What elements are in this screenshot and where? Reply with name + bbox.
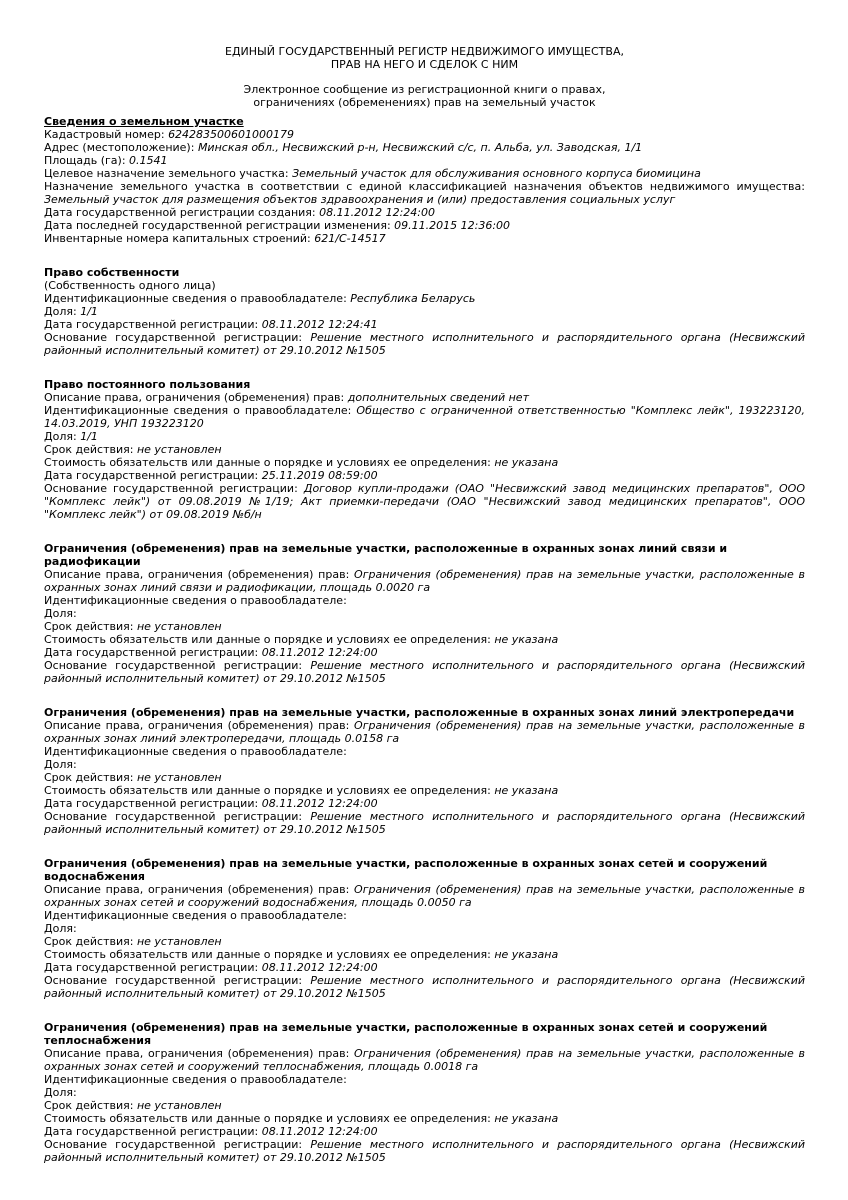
section-heading: Ограничения (обременения) прав на земельные участки, расположенные в охранных зонах сетей и сооружений теплоснабжения [44, 1021, 768, 1047]
field-label: Срок действия: [44, 1099, 134, 1112]
field-value: не указана [494, 1112, 559, 1125]
sections [44, 115, 805, 1164]
field-line [44, 404, 805, 430]
field-label: Доля: [44, 607, 77, 620]
field-line [44, 154, 805, 167]
field-line [44, 633, 805, 646]
document-section [44, 378, 805, 521]
field-value: 08.11.2012 12:24:00 [261, 961, 378, 974]
field-line [44, 948, 805, 961]
field-label: Срок действия: [44, 620, 134, 633]
field-value: не указана [494, 948, 559, 961]
field-label: Доля: [44, 430, 77, 443]
field-label: Описание права, ограничения (обременения) прав: [44, 568, 350, 581]
field-line [44, 659, 805, 685]
field-label: Идентификационные сведения о правообладателе: [44, 909, 347, 922]
field-label: Идентификационные сведения о правообладателе: [44, 404, 352, 417]
field-value: 08.11.2012 12:24:00 [261, 646, 378, 659]
field-line [44, 128, 805, 141]
field-line [44, 219, 805, 232]
field-label: Кадастровый номер: [44, 128, 165, 141]
field-value: не указана [494, 784, 559, 797]
field-label: Инвентарные номера капитальных строений: [44, 232, 311, 245]
field-label: Основание государственной регистрации: [44, 810, 303, 823]
field-line [44, 784, 805, 797]
field-label: Дата государственной регистрации: [44, 961, 259, 974]
field-value: 621/С-14517 [314, 232, 386, 245]
field-line [44, 443, 805, 456]
field-label: Целевое назначение земельного участка: [44, 167, 289, 180]
field-value: не установлен [136, 771, 222, 784]
field-value: Республика Беларусь [350, 292, 476, 305]
section-heading: Право собственности [44, 266, 180, 279]
field-line [44, 810, 805, 836]
field-value: 624283500601000179 [168, 128, 295, 141]
field-value: не установлен [136, 935, 222, 948]
field-line [44, 594, 805, 607]
field-value: Решение местного исполнительного и распорядительного органа (Несвижский районный исполнительный комитет) от 29.10.2012 №1505 [44, 1138, 805, 1164]
field-line [44, 180, 805, 206]
document-section [44, 857, 805, 1000]
field-line [44, 974, 805, 1000]
field-value: Ограничения (обременения) прав на земельные участки, расположенные в охранных зонах линий электропередачи, площадь 0.0158 га [44, 719, 805, 745]
field-line [44, 883, 805, 909]
field-value: не установлен [136, 1099, 222, 1112]
field-label: Срок действия: [44, 935, 134, 948]
field-line [44, 167, 805, 180]
field-label: Доля: [44, 922, 77, 935]
field-label: Стоимость обязательств или данные о порядке и условиях ее определения: [44, 948, 491, 961]
field-line [44, 141, 805, 154]
field-line [44, 1073, 805, 1086]
section-heading: Ограничения (обременения) прав на земельные участки, расположенные в охранных зонах сетей и сооружений водоснабжения [44, 857, 768, 883]
document-subtitle [44, 83, 805, 109]
field-value: 25.11.2019 08:59:00 [261, 469, 378, 482]
field-line [44, 1099, 805, 1112]
field-value: Ограничения (обременения) прав на земельные участки, расположенные в охранных зонах сетей и сооружений теплоснабжения, площадь 0.0018 га [44, 1047, 805, 1073]
document-title-line-2: ПРАВ НА НЕГО И СДЕЛОК С НИМ [330, 58, 519, 71]
field-line [44, 331, 805, 357]
field-line [44, 758, 805, 771]
field-value: 08.11.2012 12:24:41 [261, 318, 378, 331]
field-line [44, 430, 805, 443]
field-value: 08.11.2012 12:24:00 [319, 206, 436, 219]
field-label: Стоимость обязательств или данные о порядке и условиях ее определения: [44, 784, 491, 797]
field-line [44, 797, 805, 810]
field-label: Идентификационные сведения о правообладателе: [44, 1073, 347, 1086]
field-label: Описание права, ограничения (обременения) прав: [44, 1047, 350, 1060]
field-line [44, 961, 805, 974]
field-value: дополнительных сведений нет [347, 391, 529, 404]
field-label: Дата государственной регистрации: [44, 318, 259, 331]
field-line [44, 305, 805, 318]
section-heading: Ограничения (обременения) прав на земельные участки, расположенные в охранных зонах линий электропередачи [44, 706, 795, 719]
field-label: Идентификационные сведения о правообладателе: [44, 594, 347, 607]
field-label: Площадь (га): [44, 154, 126, 167]
field-label: Идентификационные сведения о правообладателе: [44, 292, 347, 305]
field-line [44, 771, 805, 784]
field-line [44, 279, 805, 292]
field-label: Доля: [44, 305, 77, 318]
field-line [44, 607, 805, 620]
document-section [44, 115, 805, 245]
field-value: Договор купли-продажи (ОАО "Несвижский завод медицинских препаратов", ООО "Комплекс лейк") от 09.08.2019 №1/19; Акт приемки-передачи (ОАО "Несвижский завод медицинских препаратов", ООО "Комплекс лейк") от 09.08.2019 №б/н [44, 482, 806, 521]
field-value: 1/1 [80, 305, 98, 318]
field-label: Дата государственной регистрации: [44, 1125, 259, 1138]
field-label: Стоимость обязательств или данные о порядке и условиях ее определения: [44, 633, 491, 646]
field-value: Ограничения (обременения) прав на земельные участки, расположенные в охранных зонах линий связи и радиофикации, площадь 0.0020 га [44, 568, 805, 594]
field-value: 1/1 [80, 430, 98, 443]
field-value: Решение местного исполнительного и распорядительного органа (Несвижский районный исполнительный комитет) от 29.10.2012 №1505 [44, 331, 805, 357]
document-section [44, 706, 805, 836]
field-value: не установлен [136, 443, 222, 456]
field-label: Основание государственной регистрации: [44, 331, 303, 344]
field-label: Срок действия: [44, 771, 134, 784]
field-line [44, 909, 805, 922]
field-value: 08.11.2012 12:24:00 [261, 1125, 378, 1138]
document-subtitle-line-1: Электронное сообщение из регистрационной книги о правах, [243, 83, 606, 96]
field-line [44, 719, 805, 745]
field-label: Дата государственной регистрации создания: [44, 206, 316, 219]
document-section [44, 266, 805, 357]
field-line [44, 456, 805, 469]
field-label: Назначение земельного участка в соответствии с единой классификацией назначения объектов недвижимого имущества: [44, 180, 805, 193]
document-subtitle-line-2: ограничениях (обременениях) прав на земельный участок [253, 96, 596, 109]
field-value: не указана [494, 456, 559, 469]
field-label: (Собственность одного лица) [44, 279, 216, 292]
field-label: Доля: [44, 1086, 77, 1099]
field-line [44, 620, 805, 633]
field-line [44, 318, 805, 331]
field-label: Описание права, ограничения (обременения) прав: [44, 883, 350, 896]
field-value: Решение местного исполнительного и распорядительного органа (Несвижский районный исполнительный комитет) от 29.10.2012 №1505 [44, 659, 805, 685]
field-line [44, 646, 805, 659]
field-value: Решение местного исполнительного и распорядительного органа (Несвижский районный исполнительный комитет) от 29.10.2012 №1505 [44, 810, 805, 836]
field-label: Стоимость обязательств или данные о порядке и условиях ее определения: [44, 1112, 491, 1125]
field-value: 08.11.2012 12:24:00 [261, 797, 378, 810]
section-heading: Право постоянного пользования [44, 378, 251, 391]
field-value: Земельный участок для размещения объектов здравоохранения и (или) предоставления социальных услуг [44, 193, 676, 206]
field-value: Ограничения (обременения) прав на земельные участки, расположенные в охранных зонах сетей и сооружений водоснабжения, площадь 0.0050 га [44, 883, 805, 909]
field-label: Срок действия: [44, 443, 134, 456]
field-label: Адрес (местоположение): [44, 141, 195, 154]
field-label: Стоимость обязательств или данные о порядке и условиях ее определения: [44, 456, 491, 469]
field-value: Минская обл., Несвижский р-н, Несвижский с/с, п. Альба, ул. Заводская, 1/1 [197, 141, 643, 154]
field-label: Идентификационные сведения о правообладателе: [44, 745, 347, 758]
field-line [44, 1047, 805, 1073]
field-label: Доля: [44, 758, 77, 771]
field-value: Общество с ограниченной ответственностью "Комплекс лейк", 193223120, 14.03.2019, УНП 193223120 [44, 404, 805, 430]
field-label: Дата государственной регистрации: [44, 469, 259, 482]
document-section [44, 1021, 805, 1164]
field-label: Основание государственной регистрации: [44, 1138, 303, 1151]
field-label: Описание права, ограничения (обременения) прав: [44, 391, 345, 404]
field-line [44, 568, 805, 594]
field-line [44, 1125, 805, 1138]
field-line [44, 391, 805, 404]
field-value: не указана [494, 633, 559, 646]
field-line [44, 935, 805, 948]
field-label: Дата последней государственной регистрации изменения: [44, 219, 391, 232]
field-line [44, 745, 805, 758]
field-value: не установлен [136, 620, 222, 633]
field-label: Основание государственной регистрации: [44, 659, 303, 672]
field-value: 09.11.2015 12:36:00 [394, 219, 511, 232]
field-label: Дата государственной регистрации: [44, 797, 259, 810]
field-value: Решение местного исполнительного и распорядительного органа (Несвижский районный исполнительный комитет) от 29.10.2012 №1505 [44, 974, 805, 1000]
field-label: Дата государственной регистрации: [44, 646, 259, 659]
field-label: Основание государственной регистрации: [44, 482, 298, 495]
document-title [44, 45, 805, 71]
field-line [44, 1112, 805, 1125]
section-heading: Ограничения (обременения) прав на земельные участки, расположенные в охранных зонах линий связи и радиофикации [44, 542, 728, 568]
field-label: Основание государственной регистрации: [44, 974, 303, 987]
document-section [44, 542, 805, 685]
field-line [44, 469, 805, 482]
field-value: 0.1541 [129, 154, 168, 167]
section-heading: Сведения о земельном участке [44, 115, 244, 128]
field-line [44, 232, 805, 245]
field-line [44, 206, 805, 219]
field-line [44, 1086, 805, 1099]
field-line [44, 482, 805, 521]
field-line [44, 922, 805, 935]
field-line [44, 1138, 805, 1164]
field-value: Земельный участок для обслуживания основного корпуса биомицина [292, 167, 701, 180]
field-line [44, 292, 805, 305]
document-title-line-1: ЕДИНЫЙ ГОСУДАРСТВЕННЫЙ РЕГИСТР НЕДВИЖИМОГО ИМУЩЕСТВА, [225, 45, 624, 58]
field-label: Описание права, ограничения (обременения) прав: [44, 719, 350, 732]
